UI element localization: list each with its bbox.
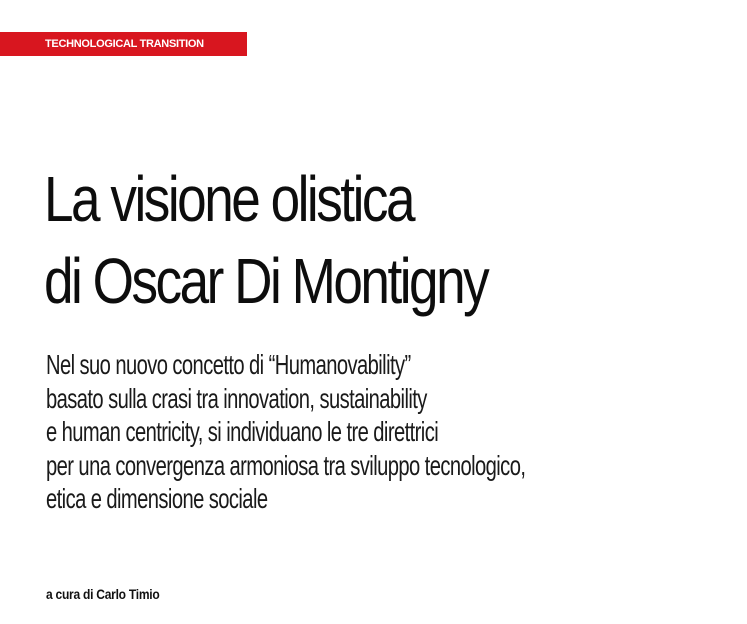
headline <box>44 158 487 322</box>
headline-line-1: La visione olistica <box>44 163 414 235</box>
headline-line-2: di Oscar Di Montigny <box>44 245 488 317</box>
standfirst <box>46 348 525 516</box>
standfirst-line-2: basato sulla crasi tra innovation, sustainability <box>46 382 427 414</box>
standfirst-line-1: Nel suo nuovo concetto di “Humanovability” <box>46 349 411 380</box>
byline: a cura di Carlo Timio <box>46 586 160 602</box>
standfirst-line-4: per una convergenza armoniosa tra sviluppo tecnologico, <box>46 449 526 481</box>
standfirst-line-5: etica e dimensione sociale <box>46 483 268 514</box>
section-tag: TECHNOLOGICAL TRANSITION <box>0 32 247 56</box>
standfirst-line-3: e human centricity, si individuano le tre direttrici <box>46 416 439 447</box>
